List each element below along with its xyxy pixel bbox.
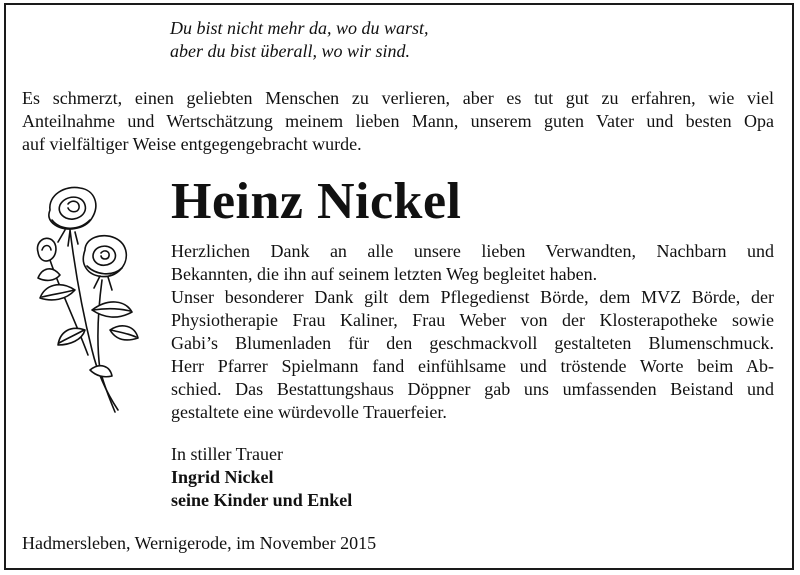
motto-line-1: Du bist nicht mehr da, wo du warst, bbox=[170, 18, 429, 38]
thanks-text bbox=[171, 240, 774, 424]
roses-illustration-icon bbox=[30, 180, 145, 415]
thanks-line: Herzlichen Dank an alle unsere lieben Verwandten, Nachbarn und bbox=[171, 241, 774, 261]
signature-name: Ingrid Nickel bbox=[171, 467, 274, 487]
intro-line-3: auf vielfältiger Weise entgegengebracht wurde. bbox=[22, 134, 362, 154]
thanks-line: schied. Das Bestattungshaus Döppner gab uns umfassenden Beistand und bbox=[171, 379, 774, 399]
thanks-line: Gabi’s Blumenladen für den geschmackvoll gestalteten Blumenschmuck. bbox=[171, 333, 774, 353]
thanks-line: Herr Pfarrer Spielmann fand einfühlsame und tröstende Worte beim Ab- bbox=[171, 356, 774, 376]
thanks-line: Bekannten, die ihn auf seinem letzten Weg begleitet haben. bbox=[171, 264, 598, 284]
intro-line-2: Anteilnahme und Wertschätzung meinem lieben Mann, unserem guten Vater und besten Opa bbox=[22, 111, 774, 131]
motto bbox=[170, 17, 429, 63]
motto-line-2: aber du bist überall, wo wir sind. bbox=[170, 41, 411, 61]
deceased-name: Heinz Nickel bbox=[171, 173, 462, 230]
intro-text bbox=[22, 87, 774, 156]
thanks-line: Unser besonderer Dank gilt dem Pflegedienst Börde, dem MVZ Börde, der bbox=[171, 287, 774, 307]
signature-intro: In stiller Trauer bbox=[171, 444, 283, 464]
place-date: Hadmersleben, Wernigerode, im November 2015 bbox=[22, 533, 377, 553]
signature-family: seine Kinder und Enkel bbox=[171, 490, 353, 510]
signature-block bbox=[171, 443, 352, 512]
thanks-line: Physiotherapie Frau Kaliner, Frau Weber von der Klosterapotheke sowie bbox=[171, 310, 774, 330]
intro-line-1: Es schmerzt, einen geliebten Menschen zu verlieren, aber es tut gut zu erfahren, wie viel bbox=[22, 88, 774, 108]
thanks-line: gestaltete eine würdevolle Trauerfeier. bbox=[171, 402, 447, 422]
